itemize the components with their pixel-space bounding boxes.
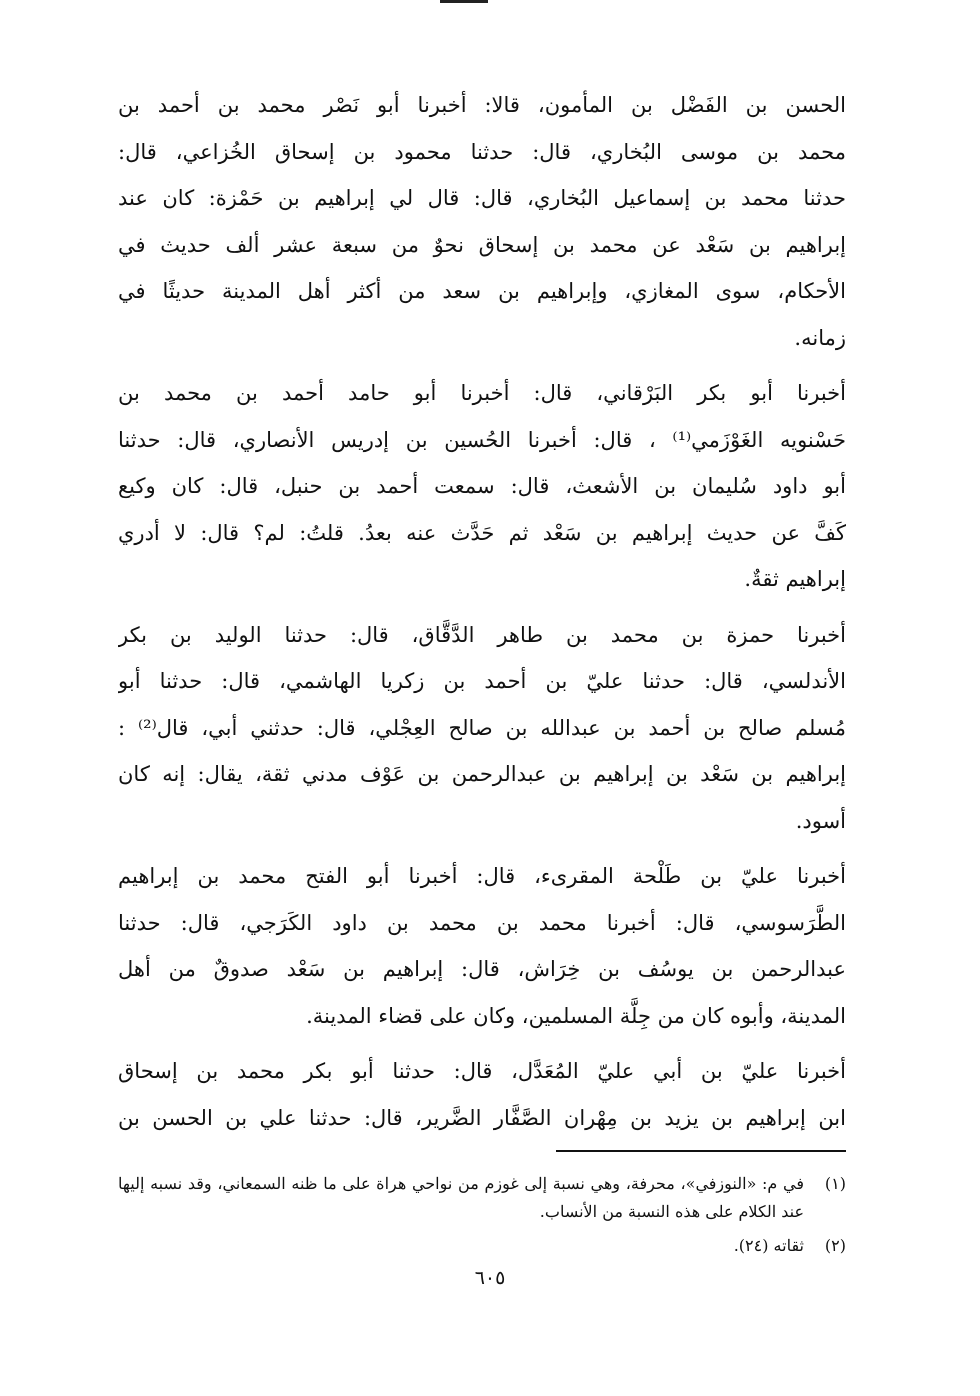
text-line: إبراهيم بن سَعْد عن محمد بن إسحاق نحوٌ من سبعة عشر ألف حديث في [118, 232, 846, 257]
text-line: أخبرنا عليّ بن طَلْحة المقرىء، قال: أخبرنا أبو الفتح محمد بن إبراهيم [118, 864, 846, 888]
paragraph [118, 612, 846, 845]
text-line: الحسن بن الفَضْل بن المأمون، قالا: أخبرنا أبو نَصْر محمد بن أحمد بن [118, 93, 846, 117]
paragraph [118, 82, 846, 361]
text-line: عبدالرحمن بن يوسُف بن خِرَاش، قال: إبراهيم بن سَعْد صدوقٌ من أهل [118, 957, 846, 981]
text-line: المدينة، وأبوه كان من جِلَّة المسلمين، وكان على قضاء المدينة. [306, 1003, 846, 1028]
text-line: حَسْنويه الغَوْزَمي⁽¹⁾ ، قال: أخبرنا الحُسين بن إدريس الأنصاري، قال: حدثنا [118, 427, 846, 452]
footnote [118, 1170, 846, 1226]
text-line: كَفَّ عن حديث إبراهيم بن سَعْد ثم حَدَّث عنه بعدُ. قلتُ: لم؟ قال: لا أدري [118, 520, 846, 545]
text-line: الأحكام، سوى المغازي، وإبراهيم بن سعد من أكثر أهل المدينة حديثًا في [118, 279, 846, 303]
paragraph [118, 370, 846, 603]
text-line: أخبرنا حمزة بن محمد بن طاهر الدَّقَّاق، قال: حدثنا الوليد بن بكر [118, 622, 846, 647]
text-line: إبراهيم ثقةٌ. [744, 567, 846, 591]
text-line: حدثنا محمد بن إسماعيل البُخاري، قال: قال لي إبراهيم بن حَمْزة: كان عند [118, 186, 846, 210]
footnote-number: (٢) [824, 1236, 846, 1255]
text-line: زمانه. [794, 325, 846, 350]
footnote-text: في م: «النوزفي»، محرفة، وهي نسبة إلى غوزم من نواحي هراة على ما ظنه السمعاني، وقد نسبه إليها عند الكلام على هذه النسبة من الأنساب. [118, 1174, 804, 1221]
text-line: ابن إبراهيم بن يزيد بن مِهْران الصَّفَّار الضَّرير، قال: حدثنا علي بن الحسن بن [118, 1105, 846, 1130]
page-body [118, 82, 846, 1266]
paragraph [118, 853, 846, 1039]
text-line: محمد بن موسى البُخاري، قال: حدثنا محمود بن إسحاق الخُزاعي، قال: [118, 139, 846, 164]
text-line: أبو داود سُليمان بن الأشعث، قال: سمعت أحمد بن حنبل، قال: كان وكيع [118, 474, 846, 498]
text-line: أخبرنا عليّ بن أبي عليّ المُعَدَّل، قال: حدثنا أبو بكر محمد بن إسحاق [118, 1059, 846, 1083]
footnote [118, 1232, 846, 1260]
text-line: أخبرنا أبو بكر البَرْقاني، قال: أخبرنا أبو حامد أحمد بن محمد بن [118, 381, 846, 405]
paragraph [118, 1048, 846, 1141]
text-line: الطَّرَسوسي، قال: أخبرنا محمد بن محمد بن داود الكَرَجي، قال: حدثنا [118, 910, 846, 935]
footnote-text: ثقاته (٢٤). [733, 1236, 804, 1255]
text-line: إبراهيم بن سَعْد بن إبراهيم بن عبدالرحمن بن عَوْف مدني ثقة، يقال: إنه كان [118, 762, 846, 786]
page-number: ٦٠٥ [474, 1267, 506, 1289]
footnote-divider [556, 1150, 846, 1152]
footnotes [118, 1170, 846, 1260]
top-mark [440, 0, 488, 3]
footnote-number: (١) [824, 1174, 846, 1193]
text-line: الأندلسي، قال: حدثنا عليّ بن أحمد بن زكريا الهاشمي، قال: حدثنا أبو [118, 669, 846, 693]
text-line: مُسلم صالح بن أحمد بن عبدالله بن صالح العِجْلي، قال: حدثني أبي، قال⁽²⁾ : [118, 715, 846, 740]
main-text [118, 82, 846, 1141]
text-line: أسود. [795, 808, 846, 833]
